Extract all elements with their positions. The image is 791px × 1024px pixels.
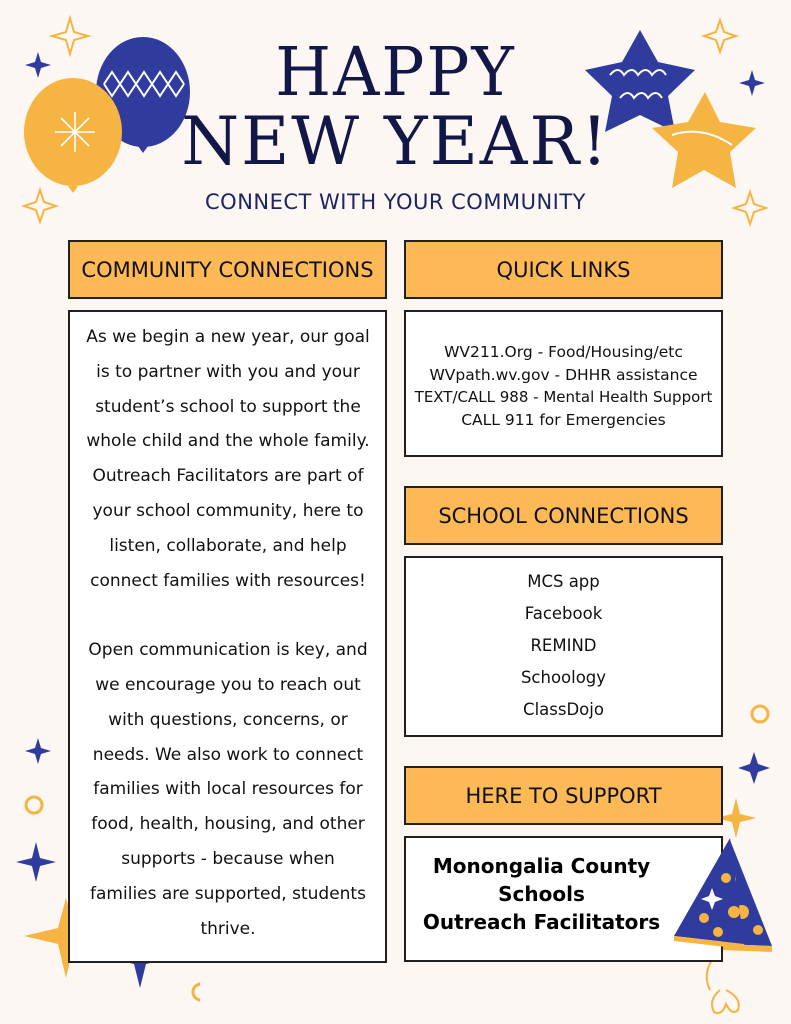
gold-ring-icon <box>26 797 42 813</box>
quick-link-item: TEXT/CALL 988 - Mental Health Support <box>414 388 713 406</box>
community-connections-header-label: COMMUNITY CONNECTIONS <box>81 257 374 282</box>
text-line: families are supported, students <box>90 883 366 904</box>
text-line: we encourage you to reach out <box>95 674 361 695</box>
community-connections-header <box>68 240 387 299</box>
party-hat-overlay-decoration <box>668 832 748 952</box>
support-line: Outreach Facilitators <box>422 910 661 934</box>
here-to-support-header <box>404 766 723 825</box>
quick-links-header-label: QUICK LINKS <box>496 257 631 282</box>
text-line: listen, collaborate, and help <box>109 535 347 556</box>
school-connection-item: Schoology <box>520 668 607 687</box>
community-connections-text <box>70 320 386 946</box>
text-line: families with local resources for <box>93 779 363 800</box>
quick-links-header <box>404 240 723 299</box>
school-connections-header <box>404 486 723 545</box>
text-line: your school community, here to <box>92 500 364 521</box>
navy-sparkle-icon <box>16 842 56 882</box>
party-hat-icon <box>674 838 744 944</box>
text-line: Outreach Facilitators are part of <box>92 466 364 487</box>
support-line: Schools <box>498 882 585 906</box>
quick-link-item: WVpath.wv.gov - DHHR assistance <box>429 365 698 384</box>
gold-ring-icon <box>193 984 200 1000</box>
support-line: Monongalia County <box>432 854 651 878</box>
navy-sparkle-icon <box>25 738 51 764</box>
text-line: with questions, concerns, or <box>108 709 348 730</box>
text-line: As we begin a new year, our goal <box>86 327 370 347</box>
title-line-2: NEW YEAR! <box>181 103 610 180</box>
gold-ring-icon <box>752 706 768 722</box>
school-connection-item: REMIND <box>530 636 597 655</box>
text-line: whole child and the whole family. <box>86 431 370 452</box>
quick-link-item: WV211.Org - Food/Housing/etc <box>444 343 683 361</box>
text-line: connect families with resources! <box>90 570 366 591</box>
text-line: needs. We also work to connect <box>92 744 364 765</box>
text-line: is to partner with you and your <box>96 361 360 382</box>
text-line: student’s school to support the <box>95 396 361 417</box>
text-line: food, health, housing, and other <box>91 814 365 835</box>
school-connections-header-label: SCHOOL CONNECTIONS <box>438 503 689 528</box>
text-line: supports - because when <box>121 848 335 869</box>
navy-sparkle-icon <box>738 752 770 784</box>
title-line-1: HAPPY <box>275 34 516 112</box>
school-connections-box <box>404 556 723 737</box>
subtitle: CONNECT WITH YOUR COMMUNITY <box>205 190 586 214</box>
here-to-support-header-label: HERE TO SUPPORT <box>465 783 662 808</box>
quick-link-item: CALL 911 for Emergencies <box>461 410 666 429</box>
text-line: thrive. <box>200 918 256 939</box>
school-connection-item: ClassDojo <box>523 700 604 719</box>
text-line: Open communication is key, and <box>88 640 368 661</box>
school-connection-item: Facebook <box>524 604 603 623</box>
quick-links-box <box>404 310 723 457</box>
school-connection-item: MCS app <box>527 572 600 591</box>
